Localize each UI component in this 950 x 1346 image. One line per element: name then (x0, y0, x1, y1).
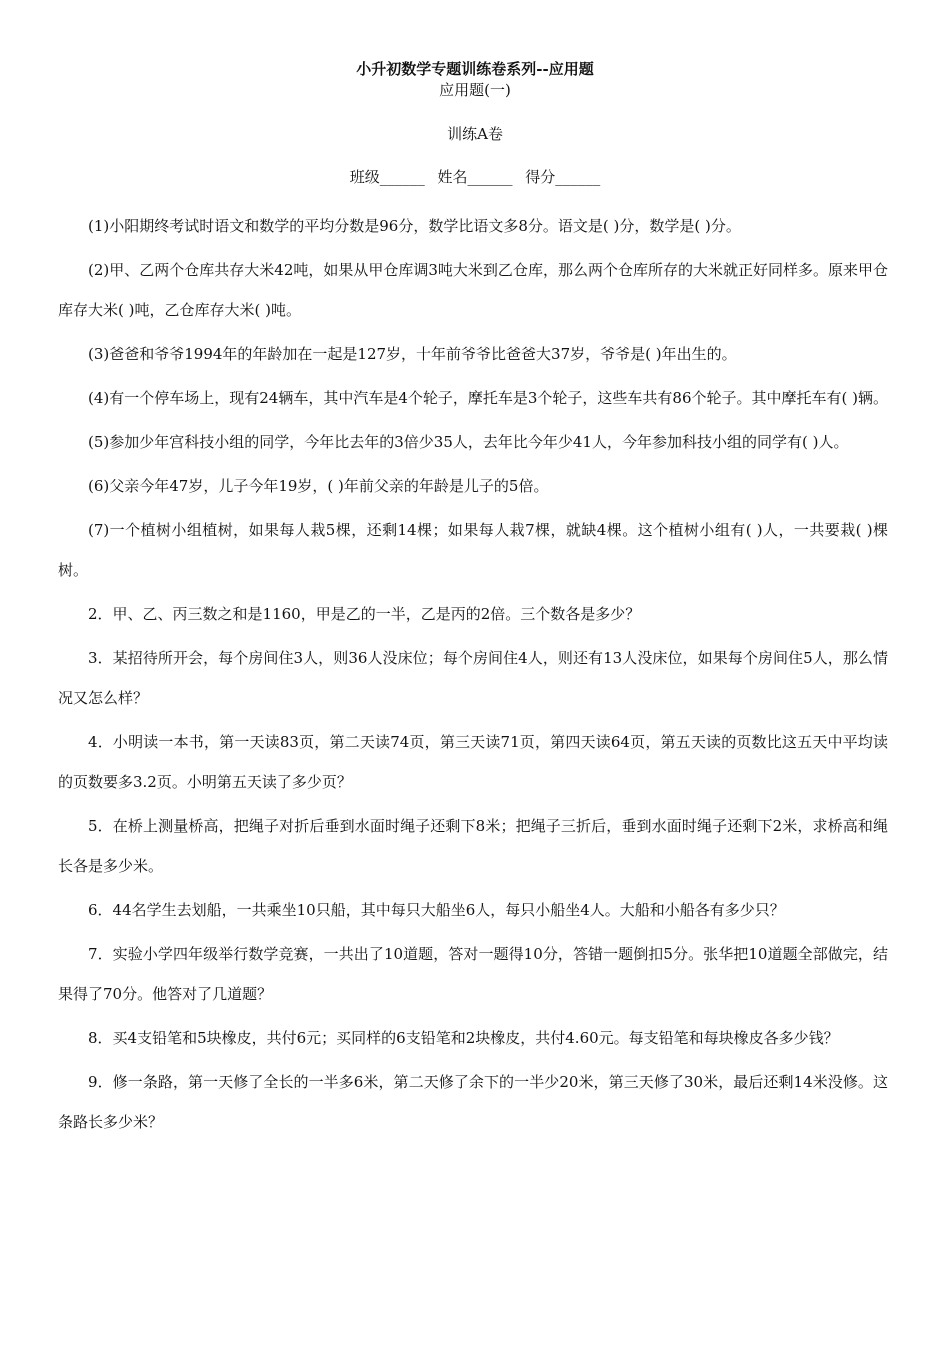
question-item: 5．在桥上测量桥高，把绳子对折后垂到水面时绳子还剩下8米；把绳子三折后，垂到水面时绳子还剩下2米，求桥高和绳长各是多少米。 (58, 817, 888, 875)
question-item: 8．买4支铅笔和5块橡皮，共付6元；买同样的6支铅笔和2块橡皮，共付4.60元。每支铅笔和每块橡皮各多少钱？ (88, 1029, 839, 1047)
question-item: 3．某招待所开会，每个房间住3人，则36人没床位；每个房间住4人，则还有13人没床位，如果每个房间住5人，那么情况又怎么样？ (58, 649, 888, 707)
question-item: 7．实验小学四年级举行数学竞赛，一共出了10道题，答对一题得10分，答错一题倒扣5分。张华把10道题全部做完，结果得了70分。他答对了几道题？ (58, 945, 888, 1003)
class-field: 班级______ (349, 168, 425, 186)
document-subtitle: 应用题(一) (439, 81, 511, 99)
question-item: 2．甲、乙、丙三数之和是1160，甲是乙的一半，乙是丙的2倍。三个数各是多少？ (88, 605, 641, 623)
question-item: (6)父亲今年47岁，儿子今年19岁，( )年前父亲的年龄是儿子的5倍。 (88, 477, 549, 495)
question-item: 4．小明读一本书，第一天读83页，第二天读74页，第三天读71页，第四天读64页，第五天读的页数比这五天中平均读的页数要多3.2页。小明第五天读了多少页？ (58, 733, 888, 791)
question-item: (4)有一个停车场上，现有24辆车，其中汽车是4个轮子，摩托车是3个轮子，这些车共有86个轮子。其中摩托车有( )辆。 (88, 389, 888, 407)
question-item: 6．44名学生去划船，一共乘坐10只船，其中每只大船坐6人，每只小船坐4人。大船和小船各有多少只？ (88, 901, 785, 919)
question-item: (2)甲、乙两个仓库共存大米42吨，如果从甲仓库调3吨大米到乙仓库，那么两个仓库所存的大米就正好同样多。原来甲仓库存大米( )吨，乙仓库存大米( )吨。 (58, 261, 888, 319)
question-item: (3)爸爸和爷爷1994年的年龄加在一起是127岁，十年前爷爷比爸爸大37岁，爷爷是( )年出生的。 (88, 345, 737, 363)
question-list (58, 206, 888, 1146)
section-label: 训练A卷 (447, 125, 503, 143)
name-field: 姓名______ (437, 168, 513, 186)
question-item: 9．修一条路，第一天修了全长的一半多6米，第二天修了余下的一半少20米，第三天修了30米，最后还剩14米没修。这条路长多少米？ (58, 1073, 888, 1131)
question-item: (1)小阳期终考试时语文和数学的平均分数是96分，数学比语文多8分。语文是( )分，数学是( )分。 (88, 217, 741, 235)
question-item: (7)一个植树小组植树，如果每人栽5棵，还剩14棵；如果每人栽7棵，就缺4棵。这个植树小组有( )人，一共要栽( )棵树。 (58, 521, 888, 579)
document-title: 小升初数学专题训练卷系列--应用题 (356, 60, 594, 78)
score-field: 得分______ (525, 168, 601, 186)
student-info-line (0, 167, 950, 187)
question-item: (5)参加少年宫科技小组的同学，今年比去年的3倍少35人，去年比今年少41人，今年参加科技小组的同学有( )人。 (88, 433, 849, 451)
